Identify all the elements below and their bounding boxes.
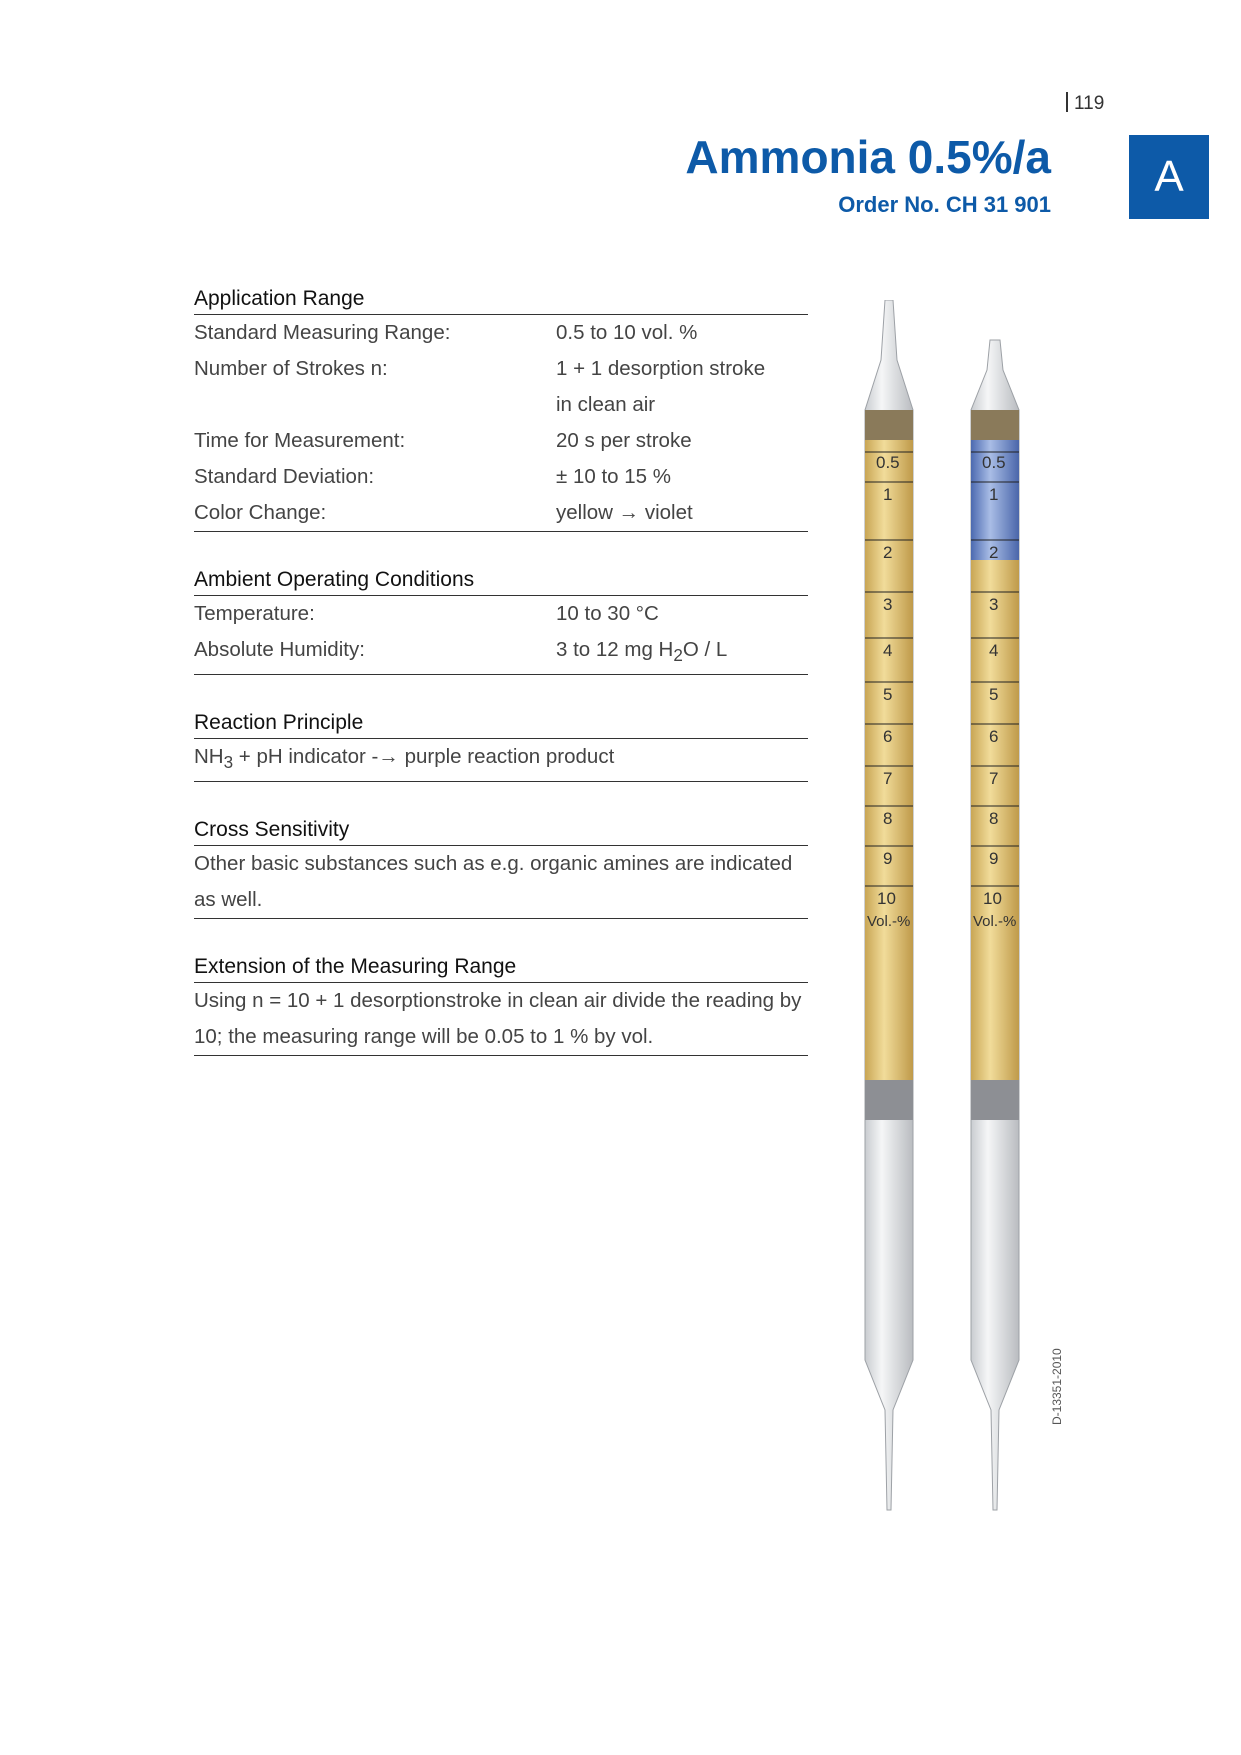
scale-label: 3 <box>989 595 999 614</box>
section-heading: Cross Sensitivity <box>194 816 808 846</box>
extension-text: Using n = 10 + 1 desorptionstroke in clean air divide the reading by 10; the measuring range will be 0.05 to 1 % by vol. <box>194 983 808 1056</box>
spec-row <box>194 351 808 387</box>
ambient-conditions-section <box>194 566 808 675</box>
detector-tubes-image <box>835 300 1075 1520</box>
spec-row <box>194 596 808 632</box>
scale-label: 9 <box>883 849 893 868</box>
spec-label: Color Change: <box>194 501 327 524</box>
image-credit: D-13351-2010 <box>1050 1348 1064 1425</box>
scale-label: 9 <box>989 849 999 868</box>
spec-label: Temperature: <box>194 602 315 625</box>
page-number: 119 <box>1066 92 1104 115</box>
spec-row <box>194 632 808 675</box>
scale-label: 2 <box>883 543 893 562</box>
scale-label: 10 <box>983 889 1002 908</box>
spec-value: ± 10 to 15 % <box>556 465 671 488</box>
section-heading: Application Range <box>194 285 808 315</box>
scale-unit: Vol.-% <box>867 913 911 930</box>
spec-value: 10 to 30 °C <box>556 602 659 625</box>
spec-value: 20 s per stroke <box>556 429 692 452</box>
scale-label: 7 <box>989 769 999 788</box>
scale-label: 6 <box>883 727 893 746</box>
spec-row <box>194 459 808 495</box>
page-title: Ammonia 0.5%/a <box>685 131 1051 183</box>
cross-sensitivity-text: Other basic substances such as e.g. organic amines are indicated as well. <box>194 846 808 919</box>
spec-label: Time for Measurement: <box>194 429 406 452</box>
spec-row <box>194 387 808 423</box>
spec-label: Standard Deviation: <box>194 465 375 488</box>
spec-label <box>194 387 556 423</box>
section-heading: Extension of the Measuring Range <box>194 953 808 983</box>
scale-label: 6 <box>989 727 999 746</box>
extension-section <box>194 953 808 1056</box>
scale-label: 8 <box>883 809 893 828</box>
scale-label: 5 <box>989 685 999 704</box>
application-range-section <box>194 285 808 532</box>
reaction-text: $NH_3$ + pH indicator -→ purple reaction product <box>194 739 808 782</box>
reaction-principle-section <box>194 709 808 782</box>
scale-label: 8 <box>989 809 999 828</box>
spec-value: 3 to 12 mg $H_2O$ / L <box>556 638 728 666</box>
spec-label: Number of Strokes n: <box>194 357 388 380</box>
section-heading: Reaction Principle <box>194 709 808 739</box>
section-heading: Ambient Operating Conditions <box>194 566 808 596</box>
spec-content <box>194 285 808 1090</box>
spec-row <box>194 315 808 351</box>
scale-label: 5 <box>883 685 893 704</box>
spec-label: Absolute Humidity: <box>194 638 365 661</box>
spec-label: Standard Measuring Range: <box>194 321 451 344</box>
scale-label: 0.5 <box>876 453 900 472</box>
scale-label: 7 <box>883 769 893 788</box>
scale-label: 2 <box>989 543 999 562</box>
order-number: Order No. CH 31 901 <box>838 192 1051 217</box>
spec-value: 0.5 to 10 vol. % <box>556 321 698 344</box>
scale-label: 10 <box>877 889 896 908</box>
scale-label: 1 <box>883 485 893 504</box>
scale-unit: Vol.-% <box>973 913 1017 930</box>
scale-label: 0.5 <box>982 453 1006 472</box>
page-number-divider <box>1066 92 1068 112</box>
cross-sensitivity-section <box>194 816 808 919</box>
spec-row <box>194 495 808 532</box>
scale-label: 1 <box>989 485 999 504</box>
spec-row <box>194 423 808 459</box>
spec-value: yellow → violet <box>556 501 693 524</box>
scale-label: 4 <box>989 641 999 660</box>
scale-label: 3 <box>883 595 893 614</box>
spec-value: 1 + 1 desorption stroke <box>556 357 766 380</box>
section-tab: A <box>1129 135 1209 219</box>
scale-label: 4 <box>883 641 893 660</box>
spec-value: in clean air <box>556 393 656 416</box>
